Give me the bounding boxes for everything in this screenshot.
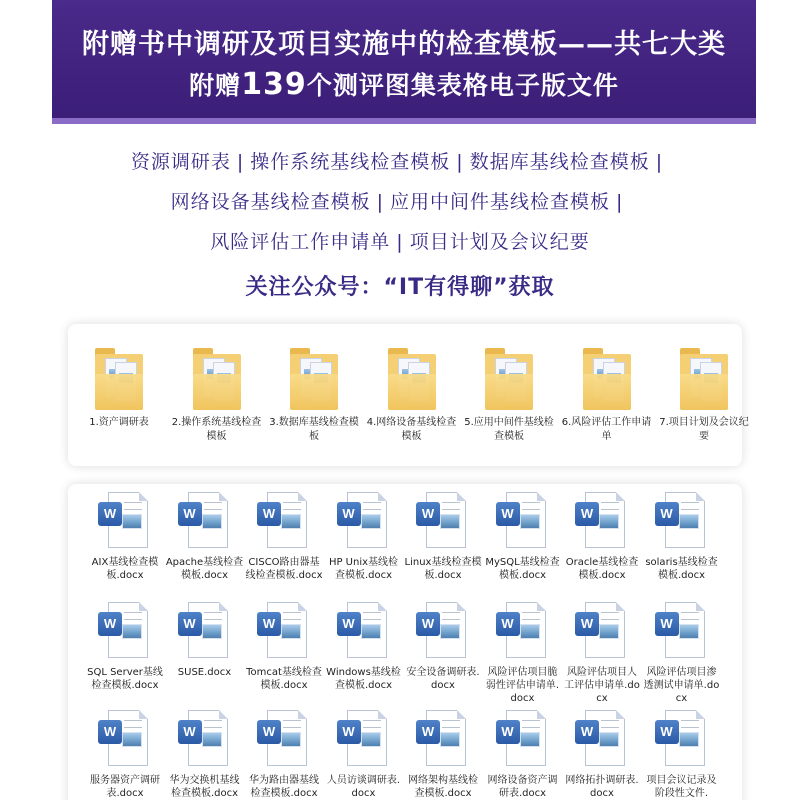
file-item[interactable] <box>86 492 164 582</box>
word-badge: W <box>575 720 599 744</box>
folder-item[interactable] <box>659 346 749 444</box>
file-label: 项目会议记录及阶段性文件. <box>646 775 717 799</box>
word-badge: W <box>496 720 520 744</box>
file-item[interactable] <box>325 710 403 800</box>
word-badge: W <box>416 720 440 744</box>
word-badge: W <box>496 502 520 526</box>
word-badge: W <box>655 502 679 526</box>
word-badge: W <box>337 502 361 526</box>
word-badge: W <box>178 720 202 744</box>
category-separator: | <box>396 231 404 253</box>
word-badge: W <box>337 612 361 636</box>
file-item[interactable] <box>484 492 562 582</box>
folder-icon <box>388 346 436 408</box>
follow-notice: 关注公众号：“IT有得聊”获取 <box>245 275 555 300</box>
file-label: SUSE.docx <box>177 667 232 678</box>
category-separator: | <box>655 151 664 173</box>
file-item[interactable] <box>404 602 482 692</box>
file-label: 风险评估项目渗透测试申请单.docx <box>643 667 720 704</box>
word-badge: W <box>416 612 440 636</box>
file-item[interactable] <box>245 602 323 692</box>
word-doc-icon <box>496 602 550 662</box>
file-item[interactable] <box>643 602 721 705</box>
file-item[interactable] <box>643 710 721 800</box>
banner-subtitle <box>52 66 756 102</box>
word-badge: W <box>337 720 361 744</box>
word-badge: W <box>98 612 122 636</box>
word-badge: W <box>655 720 679 744</box>
folder-item[interactable] <box>464 346 554 444</box>
banner-subtitle-suffix: 个测评图集表格电子版文件 <box>306 71 619 100</box>
category-item: 项目计划及会议纪要 <box>409 231 590 253</box>
file-item[interactable] <box>484 602 562 705</box>
file-label: Apache基线检查模板.docx <box>165 557 244 581</box>
word-badge: W <box>178 502 202 526</box>
folder-label: 2.操作系统基线检查模板 <box>171 417 262 442</box>
word-doc-icon <box>575 602 629 662</box>
category-item: 网络设备基线检查模板 <box>170 191 371 213</box>
file-label: 安全设备调研表.docx <box>406 667 480 691</box>
file-label: Windows基线检查模板.docx <box>326 667 401 691</box>
word-doc-icon <box>337 710 391 770</box>
word-badge: W <box>98 720 122 744</box>
folder-icon <box>680 346 728 408</box>
file-label: Oracle基线检查模板.docx <box>565 557 639 581</box>
category-item: 操作系统基线检查模板 <box>250 151 451 173</box>
file-item[interactable] <box>166 492 244 582</box>
folder-label: 4.网络设备基线检查模板 <box>366 417 457 442</box>
folder-item[interactable] <box>269 346 359 444</box>
word-doc-icon <box>257 602 311 662</box>
file-item[interactable] <box>86 602 164 692</box>
file-label: 网络拓扑调研表.docx <box>565 775 639 799</box>
banner-count: 139 <box>241 67 307 102</box>
file-label: 网络架构基线检查模板.docx <box>408 775 478 799</box>
word-badge: W <box>575 502 599 526</box>
word-doc-icon <box>98 492 152 552</box>
word-doc-icon <box>178 602 232 662</box>
folder-icon <box>583 346 631 408</box>
file-item[interactable] <box>404 492 482 582</box>
word-badge: W <box>98 502 122 526</box>
word-doc-icon <box>575 710 629 770</box>
word-doc-icon <box>337 492 391 552</box>
file-item[interactable] <box>563 710 641 800</box>
folder-item[interactable] <box>367 346 457 444</box>
file-panel <box>68 484 742 800</box>
folder-icon <box>485 346 533 408</box>
file-label: CISCO路由器基线检查模板.docx <box>245 557 323 581</box>
file-item[interactable] <box>563 602 641 705</box>
category-item: 资源调研表 <box>130 151 231 173</box>
word-badge: W <box>416 502 440 526</box>
word-badge: W <box>575 612 599 636</box>
folder-label: 7.项目计划及会议纪要 <box>659 417 749 442</box>
category-separator: | <box>376 191 384 213</box>
folder-icon <box>95 346 143 408</box>
file-label: AIX基线检查模板.docx <box>91 557 159 581</box>
word-badge: W <box>655 612 679 636</box>
category-item: 风险评估工作申请单 <box>210 231 391 253</box>
file-item[interactable] <box>484 710 562 800</box>
file-label: 华为交换机基线检查模板.docx <box>169 775 240 799</box>
file-label: 服务器资产调研表.docx <box>90 775 160 799</box>
file-label: 网络设备资产调研表.docx <box>487 775 558 799</box>
category-separator: | <box>616 191 624 213</box>
word-doc-icon <box>655 492 709 552</box>
file-item[interactable] <box>166 602 244 679</box>
file-label: Tomcat基线检查模板.docx <box>246 667 322 691</box>
file-item[interactable] <box>643 492 721 582</box>
file-label: Linux基线检查模板.docx <box>404 557 482 581</box>
category-separator: | <box>236 151 245 173</box>
folder-icon <box>290 346 338 408</box>
word-doc-icon <box>98 602 152 662</box>
header-banner <box>52 0 756 124</box>
file-item[interactable] <box>404 710 482 800</box>
word-doc-icon <box>496 492 550 552</box>
word-badge: W <box>496 612 520 636</box>
banner-subtitle-prefix: 附赠 <box>189 71 242 100</box>
word-doc-icon <box>337 602 391 662</box>
word-doc-icon <box>178 492 232 552</box>
word-badge: W <box>178 612 202 636</box>
file-label: 人员访谈调研表.docx <box>326 775 401 799</box>
file-label: solaris基线检查模板.docx <box>645 557 718 581</box>
file-item[interactable] <box>166 710 244 800</box>
word-doc-icon <box>575 492 629 552</box>
word-badge: W <box>257 720 281 744</box>
category-item: 数据库基线检查模板 <box>469 151 650 173</box>
folder-label: 3.数据库基线检查模板 <box>269 417 359 442</box>
folder-item[interactable] <box>172 346 262 444</box>
category-row <box>0 146 800 186</box>
category-row <box>0 186 800 226</box>
file-label: 风险评估项目人工评估申请单.docx <box>564 667 640 704</box>
file-item[interactable] <box>86 710 164 800</box>
file-item[interactable] <box>325 602 403 692</box>
category-list <box>0 146 800 266</box>
word-doc-icon <box>416 602 470 662</box>
file-item[interactable] <box>245 492 323 582</box>
file-item[interactable] <box>325 492 403 582</box>
word-doc-icon <box>655 710 709 770</box>
file-item[interactable] <box>563 492 641 582</box>
file-item[interactable] <box>245 710 323 800</box>
folder-item[interactable] <box>74 346 164 430</box>
word-doc-icon <box>98 710 152 770</box>
word-doc-icon <box>257 710 311 770</box>
category-item: 应用中间件基线检查模板 <box>390 191 611 213</box>
category-separator: | <box>456 151 464 173</box>
word-doc-icon <box>178 710 232 770</box>
folder-label: 5.应用中间件基线检查模板 <box>464 417 554 442</box>
file-label: MySQL基线检查模板.docx <box>485 557 560 581</box>
word-doc-icon <box>496 710 550 770</box>
word-doc-icon <box>416 710 470 770</box>
file-label: 风险评估项目脆弱性评估申请单.docx <box>485 667 560 704</box>
folder-item[interactable] <box>562 346 652 444</box>
word-doc-icon <box>655 602 709 662</box>
category-row <box>0 226 800 266</box>
word-doc-icon <box>416 492 470 552</box>
file-label: SQL Server基线检查模板.docx <box>87 667 163 691</box>
word-badge: W <box>257 612 281 636</box>
folder-panel <box>68 324 749 466</box>
word-badge: W <box>257 502 281 526</box>
file-label: HP Unix基线检查模板.docx <box>328 557 399 581</box>
folder-label: 1.资产调研表 <box>89 417 149 428</box>
file-label: 华为路由器基线检查模板.docx <box>249 775 319 799</box>
banner-title: 附赠书中调研及项目实施中的检查模板——共七大类 <box>82 29 726 60</box>
folder-icon <box>193 346 241 408</box>
folder-label: 6.风险评估工作申请单 <box>561 417 652 442</box>
word-doc-icon <box>257 492 311 552</box>
